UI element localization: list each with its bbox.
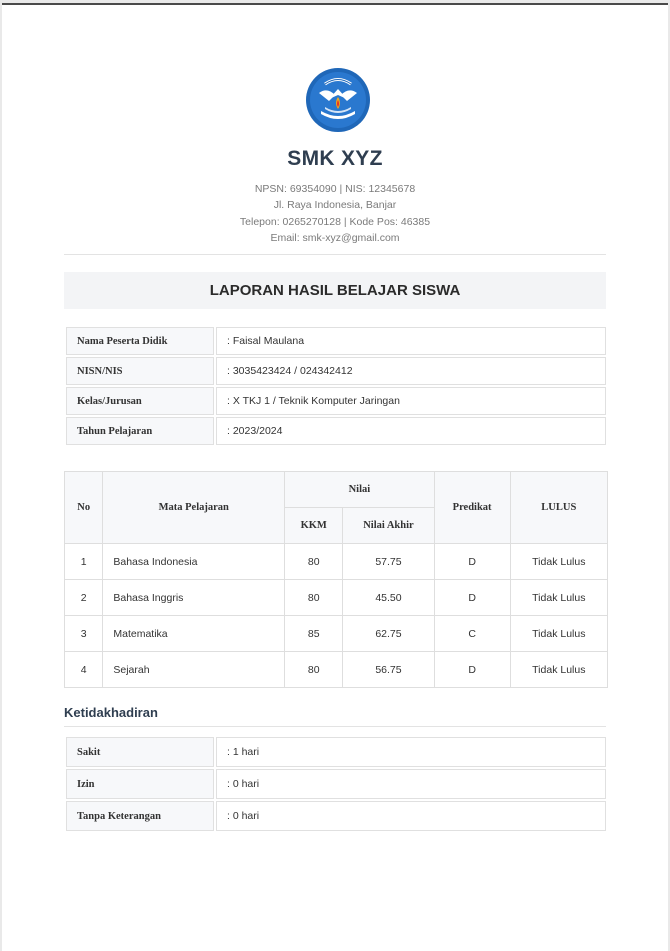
cell-subject: Bahasa Indonesia	[103, 544, 285, 580]
table-row	[66, 417, 606, 445]
header-divider	[64, 254, 606, 255]
info-value: : 3035423424 / 024342412	[216, 357, 606, 385]
cell-predikat: C	[434, 616, 510, 652]
tut-wuri-handayani-logo-icon	[305, 67, 371, 133]
cell-predikat: D	[434, 652, 510, 688]
cell-subject: Bahasa Inggris	[103, 580, 285, 616]
attendance-value: : 0 hari	[216, 769, 606, 799]
cell-subject: Sejarah	[103, 652, 285, 688]
attendance-value: : 1 hari	[216, 737, 606, 767]
school-name: SMK XYZ	[287, 147, 383, 170]
cell-predikat: D	[434, 580, 510, 616]
header-no: No	[65, 472, 103, 544]
cell-predikat: D	[434, 544, 510, 580]
attendance-label: Sakit	[66, 737, 214, 767]
cell-nilai-akhir: 62.75	[343, 616, 434, 652]
cell-kkm: 85	[285, 616, 343, 652]
report-page	[2, 3, 668, 951]
info-label: Kelas/Jurusan	[66, 387, 214, 415]
attendance-divider	[64, 726, 606, 727]
attendance-label: Tanpa Keterangan	[66, 801, 214, 831]
school-address: Jl. Raya Indonesia, Banjar	[273, 199, 397, 211]
table-row	[66, 387, 606, 415]
header-nilai: Nilai	[285, 472, 434, 508]
header-kkm: KKM	[285, 508, 343, 544]
table-row	[65, 616, 608, 652]
school-phone: Telepon: 0265270128 | Kode Pos: 46385	[239, 216, 431, 228]
cell-lulus: Tidak Lulus	[510, 616, 607, 652]
table-row	[65, 652, 608, 688]
header-predikat: Predikat	[434, 472, 510, 544]
cell-kkm: 80	[285, 544, 343, 580]
table-row	[66, 327, 606, 355]
table-row	[65, 544, 608, 580]
grades-table	[64, 471, 608, 688]
cell-kkm: 80	[285, 580, 343, 616]
header-lulus: LULUS	[510, 472, 607, 544]
header-nilai-akhir: Nilai Akhir	[343, 508, 434, 544]
cell-subject: Matematika	[103, 616, 285, 652]
attendance-title: Ketidakhadiran	[64, 705, 158, 720]
info-label: NISN/NIS	[66, 357, 214, 385]
cell-lulus: Tidak Lulus	[510, 544, 607, 580]
attendance-label: Izin	[66, 769, 214, 799]
cell-lulus: Tidak Lulus	[510, 652, 607, 688]
info-label: Nama Peserta Didik	[66, 327, 214, 355]
cell-no: 2	[65, 580, 103, 616]
school-email: Email: smk-xyz@gmail.com	[270, 232, 400, 244]
info-value: : X TKJ 1 / Teknik Komputer Jaringan	[216, 387, 606, 415]
student-info-table	[64, 325, 608, 447]
cell-kkm: 80	[285, 652, 343, 688]
cell-nilai-akhir: 56.75	[343, 652, 434, 688]
table-row	[66, 357, 606, 385]
cell-nilai-akhir: 57.75	[343, 544, 434, 580]
attendance-table	[64, 735, 608, 833]
info-value: : Faisal Maulana	[216, 327, 606, 355]
info-label: Tahun Pelajaran	[66, 417, 214, 445]
cell-no: 3	[65, 616, 103, 652]
cell-no: 1	[65, 544, 103, 580]
attendance-value: : 0 hari	[216, 801, 606, 831]
cell-nilai-akhir: 45.50	[343, 580, 434, 616]
table-row	[66, 801, 606, 831]
info-value: : 2023/2024	[216, 417, 606, 445]
table-row	[66, 737, 606, 767]
cell-lulus: Tidak Lulus	[510, 580, 607, 616]
table-row	[65, 580, 608, 616]
cell-no: 4	[65, 652, 103, 688]
school-npsn: NPSN: 69354090 | NIS: 12345678	[254, 183, 416, 195]
table-row	[66, 769, 606, 799]
report-title: LAPORAN HASIL BELAJAR SISWA	[64, 272, 606, 309]
header-subject: Mata Pelajaran	[103, 472, 285, 544]
